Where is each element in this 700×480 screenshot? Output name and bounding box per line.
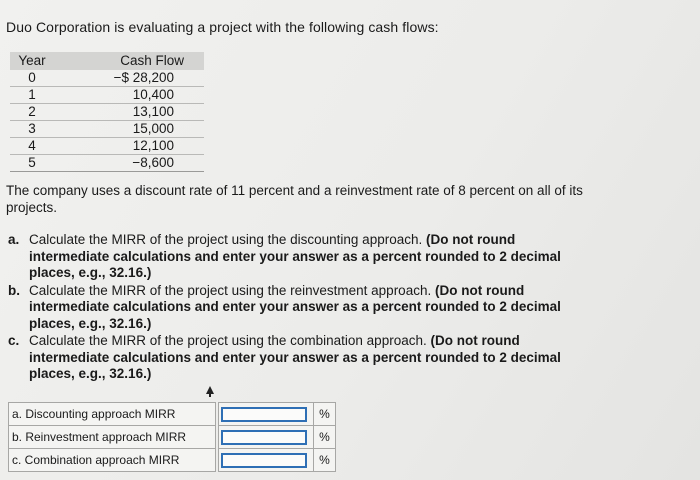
table-row [10, 104, 204, 121]
mouse-pointer-icon [206, 386, 214, 394]
cash-flow-cell: 10,400 [54, 87, 204, 104]
discounting-mirr-input[interactable] [221, 407, 307, 422]
table-row [10, 121, 204, 138]
table-row [10, 87, 204, 104]
cash-flow-cell: −8,600 [54, 155, 204, 172]
question-body [29, 333, 596, 383]
answer-label: a. Discounting approach MIRR [9, 403, 216, 426]
rates-description: The company uses a discount rate of 11 percent and a reinvestment rate of 8 percent on all of its projects. [6, 183, 583, 215]
question-note: (Do not round intermediate calculations and enter your answer as a percent rounded to 2 decimal places, e.g., 32.16.) [29, 333, 561, 381]
percent-unit: % [314, 403, 336, 426]
intro-text: Duo Corporation is evaluating a project with the following cash flows: [6, 19, 439, 35]
cash-flow-cell: 12,100 [54, 138, 204, 155]
year-cell: 2 [10, 104, 54, 121]
question-item [6, 333, 596, 383]
answer-row [9, 449, 336, 472]
year-header: Year [10, 52, 54, 70]
question-letter: b. [8, 282, 20, 298]
answer-label: b. Reinvestment approach MIRR [9, 426, 216, 449]
cash-flow-cell: −$ 28,200 [54, 70, 204, 87]
answer-row [9, 426, 336, 449]
question-letter: a. [8, 232, 20, 247]
question-body [29, 232, 596, 282]
question-item [6, 283, 596, 333]
question-note: (Do not round intermediate calculations and enter your answer as a percent rounded to 2 decimal places, e.g., 32.16.) [29, 282, 561, 331]
year-cell: 4 [10, 138, 54, 155]
question-note: (Do not round intermediate calculations and enter your answer as a percent rounded to 2 decimal places, e.g., 32.16.) [29, 232, 561, 280]
question-body [29, 283, 596, 333]
cash-flow-cell: 15,000 [54, 121, 204, 138]
year-cell: 1 [10, 87, 54, 104]
answer-input-cell [219, 426, 314, 449]
percent-unit: % [314, 449, 336, 472]
cash-flow-header-row [10, 52, 204, 70]
percent-unit: % [314, 426, 336, 449]
answer-label: c. Combination approach MIRR [9, 449, 216, 472]
answer-input-cell [219, 403, 314, 426]
question-item [6, 232, 596, 282]
cash-flow-cell: 13,100 [54, 104, 204, 121]
year-cell: 0 [10, 70, 54, 87]
question-text: Calculate the MIRR of the project using the combination approach. [29, 333, 427, 348]
cash-flow-header: Cash Flow [54, 52, 204, 70]
answer-input-cell [219, 449, 314, 472]
year-cell: 5 [10, 155, 54, 172]
answer-row [9, 403, 336, 426]
table-row [10, 70, 204, 87]
question-letter: c. [8, 333, 20, 348]
table-row [10, 155, 204, 172]
cash-flow-table [10, 52, 204, 172]
table-row [10, 138, 204, 155]
question-text: Calculate the MIRR of the project using the discounting approach. [29, 232, 423, 247]
reinvestment-mirr-input[interactable] [221, 430, 307, 445]
combination-mirr-input[interactable] [221, 453, 307, 468]
year-cell: 3 [10, 121, 54, 138]
question-list [6, 232, 596, 384]
answer-table [8, 402, 336, 472]
question-text: Calculate the MIRR of the project using the reinvestment approach. [29, 282, 432, 298]
